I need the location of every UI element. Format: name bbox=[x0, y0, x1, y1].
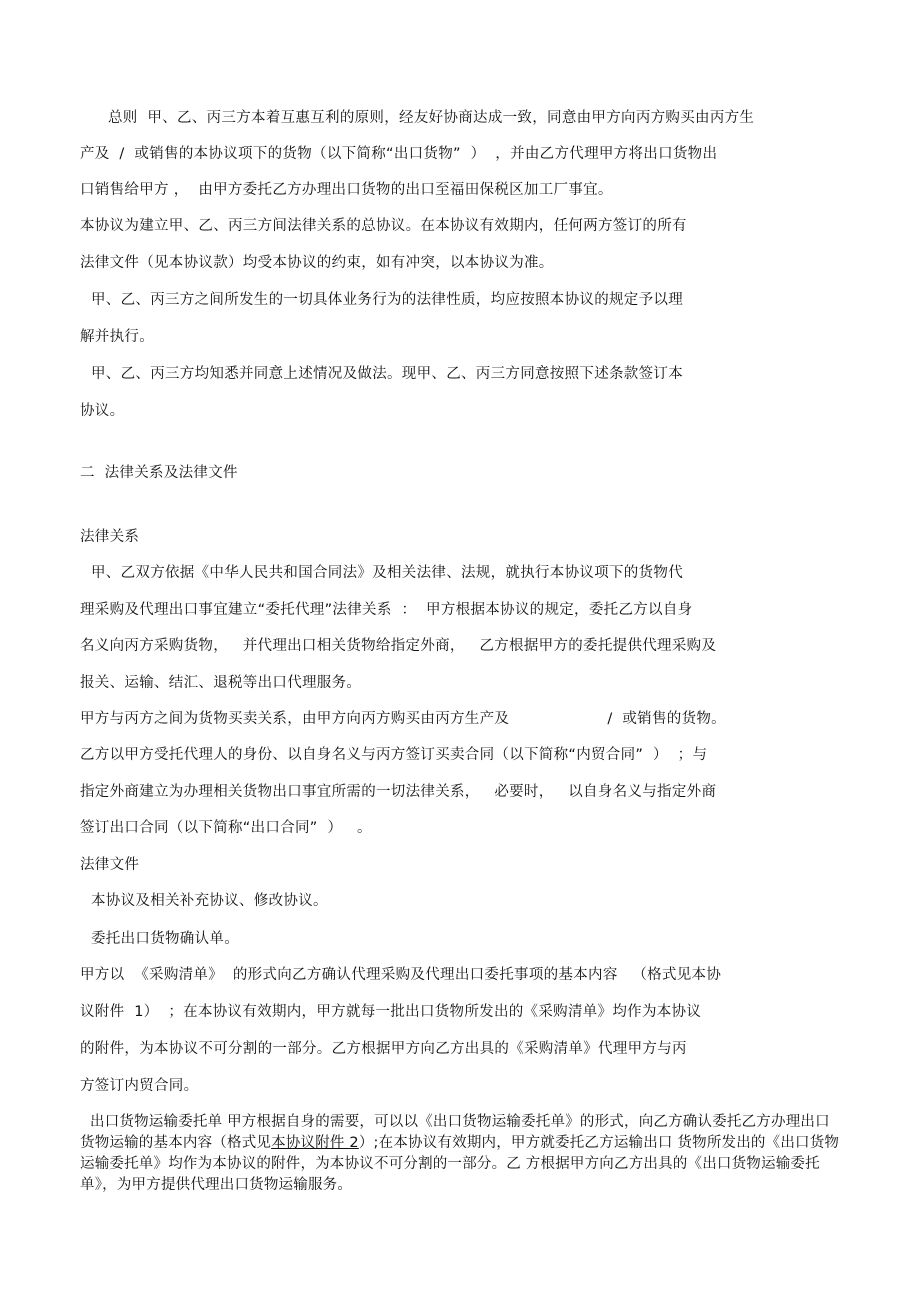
legal-nature-line-2: 解并执行。 bbox=[80, 329, 154, 345]
general-provisions-line-3: 口销售给甲方 ， 由甲方委托乙方办理出口货物的出口至福田保税区加工厂事宜。 bbox=[80, 182, 613, 198]
document-item-2: 委托出口货物确认单。 bbox=[91, 931, 239, 947]
legal-documents-heading: 法律文件 bbox=[80, 857, 140, 873]
agency-relation-line-3: 名义向丙方采购货物， 并代理出口相关货物给指定外商， 乙方根据甲方的委托提供代理采购及 bbox=[80, 638, 717, 654]
master-agreement-line-2: 法律文件（见本协议款）均受本协议的约束，如有冲突，以本协议为准。 bbox=[80, 255, 554, 271]
consent-line-2: 协议。 bbox=[80, 403, 125, 419]
purchase-list-line-1: 甲方以 《采购清单》 的形式向乙方确认代理采购及代理出口委托事项的基本内容 （格式见本协 bbox=[80, 967, 722, 983]
shipping-order-paragraph bbox=[80, 1112, 840, 1196]
domestic-contract-line-1: 乙方以甲方受托代理人的身份、以自身名义与丙方签订买卖合同（以下简称“内贸合同” ） ；与 bbox=[80, 747, 708, 763]
document-item-1: 本协议及相关补充协议、修改协议。 bbox=[91, 893, 328, 909]
agency-relation-line-2: 理采购及代理出口事宜建立“委托代理”法律关系 ： 甲方根据本协议的规定，委托乙方以自身 bbox=[80, 602, 693, 618]
sales-relation-line: 甲方与丙方之间为货物买卖关系，由甲方向丙方购买由丙方生产及 / 或销售的货物。 bbox=[80, 711, 726, 727]
agency-relation-line-1: 甲、乙双方依据《中华人民共和国合同法》及相关法律、法规，就执行本协议项下的货物代 bbox=[91, 565, 683, 581]
legal-nature-line-1: 甲、乙、丙三方之间所发生的一切具体业务行为的法律性质，均应按照本协议的规定予以理 bbox=[91, 292, 683, 308]
general-provisions-line-2: 产及 / 或销售的本协议项下的货物（以下简称“出口货物” ） ，并由乙方代理甲方将出口货物出 bbox=[80, 146, 718, 162]
section-2-heading: 二 法律关系及法律文件 bbox=[80, 465, 238, 481]
consent-line-1: 甲、乙、丙三方均知悉并同意上述情况及做法。现甲、乙、丙三方同意按照下述条款签订本 bbox=[91, 366, 683, 382]
shipping-order-text-part-2: ）;在本协议有效期内，甲方就委托乙方运输出口 货物所发出的《出口货物运输委托单》均作为本协议的附件，为本协议不可分割的一部分。乙 方根据甲方向乙方出具的《出口货物运输委托单》，为甲方提供代理出口货物运输服务。 bbox=[80, 1135, 840, 1193]
purchase-list-line-3: 的附件，为本协议不可分割的一部分。乙方根据甲方向乙方出具的《采购清单》代理甲方与丙 bbox=[80, 1041, 687, 1057]
general-provisions-line-1: 总则 甲、乙、丙三方本着互惠互利的原则，经友好协商达成一致，同意由甲方向丙方购买由丙方生 bbox=[108, 110, 755, 126]
purchase-list-line-2: 议附件 1） ；在本协议有效期内，甲方就每一批出口货物所发出的《采购清单》均作为本协议 bbox=[80, 1004, 702, 1020]
annex-2-reference: 本协议附件 2 bbox=[271, 1135, 359, 1151]
domestic-contract-line-3: 签订出口合同（以下简称“出口合同” ） 。 bbox=[80, 820, 372, 836]
agency-relation-line-4: 报关、运输、结汇、退税等出口代理服务。 bbox=[80, 675, 362, 691]
legal-relations-heading: 法律关系 bbox=[80, 529, 140, 545]
domestic-contract-line-2: 指定外商建立为办理相关货物出口事宜所需的一切法律关系， 必要时， 以自身名义与指定外商 bbox=[80, 784, 717, 800]
purchase-list-line-4: 方签订内贸合同。 bbox=[80, 1078, 199, 1094]
master-agreement-line-1: 本协议为建立甲、乙、丙三方间法律关系的总协议。在本协议有效期内，任何两方签订的所有 bbox=[80, 218, 687, 234]
shipping-order-text-part-1: 出口货物运输委托单 甲方根据自身的需要，可以以《出口货物运输委托单》的形式，向乙方确认委托乙方办理出口 货物运输的基本内容（格式见 bbox=[80, 1114, 830, 1151]
